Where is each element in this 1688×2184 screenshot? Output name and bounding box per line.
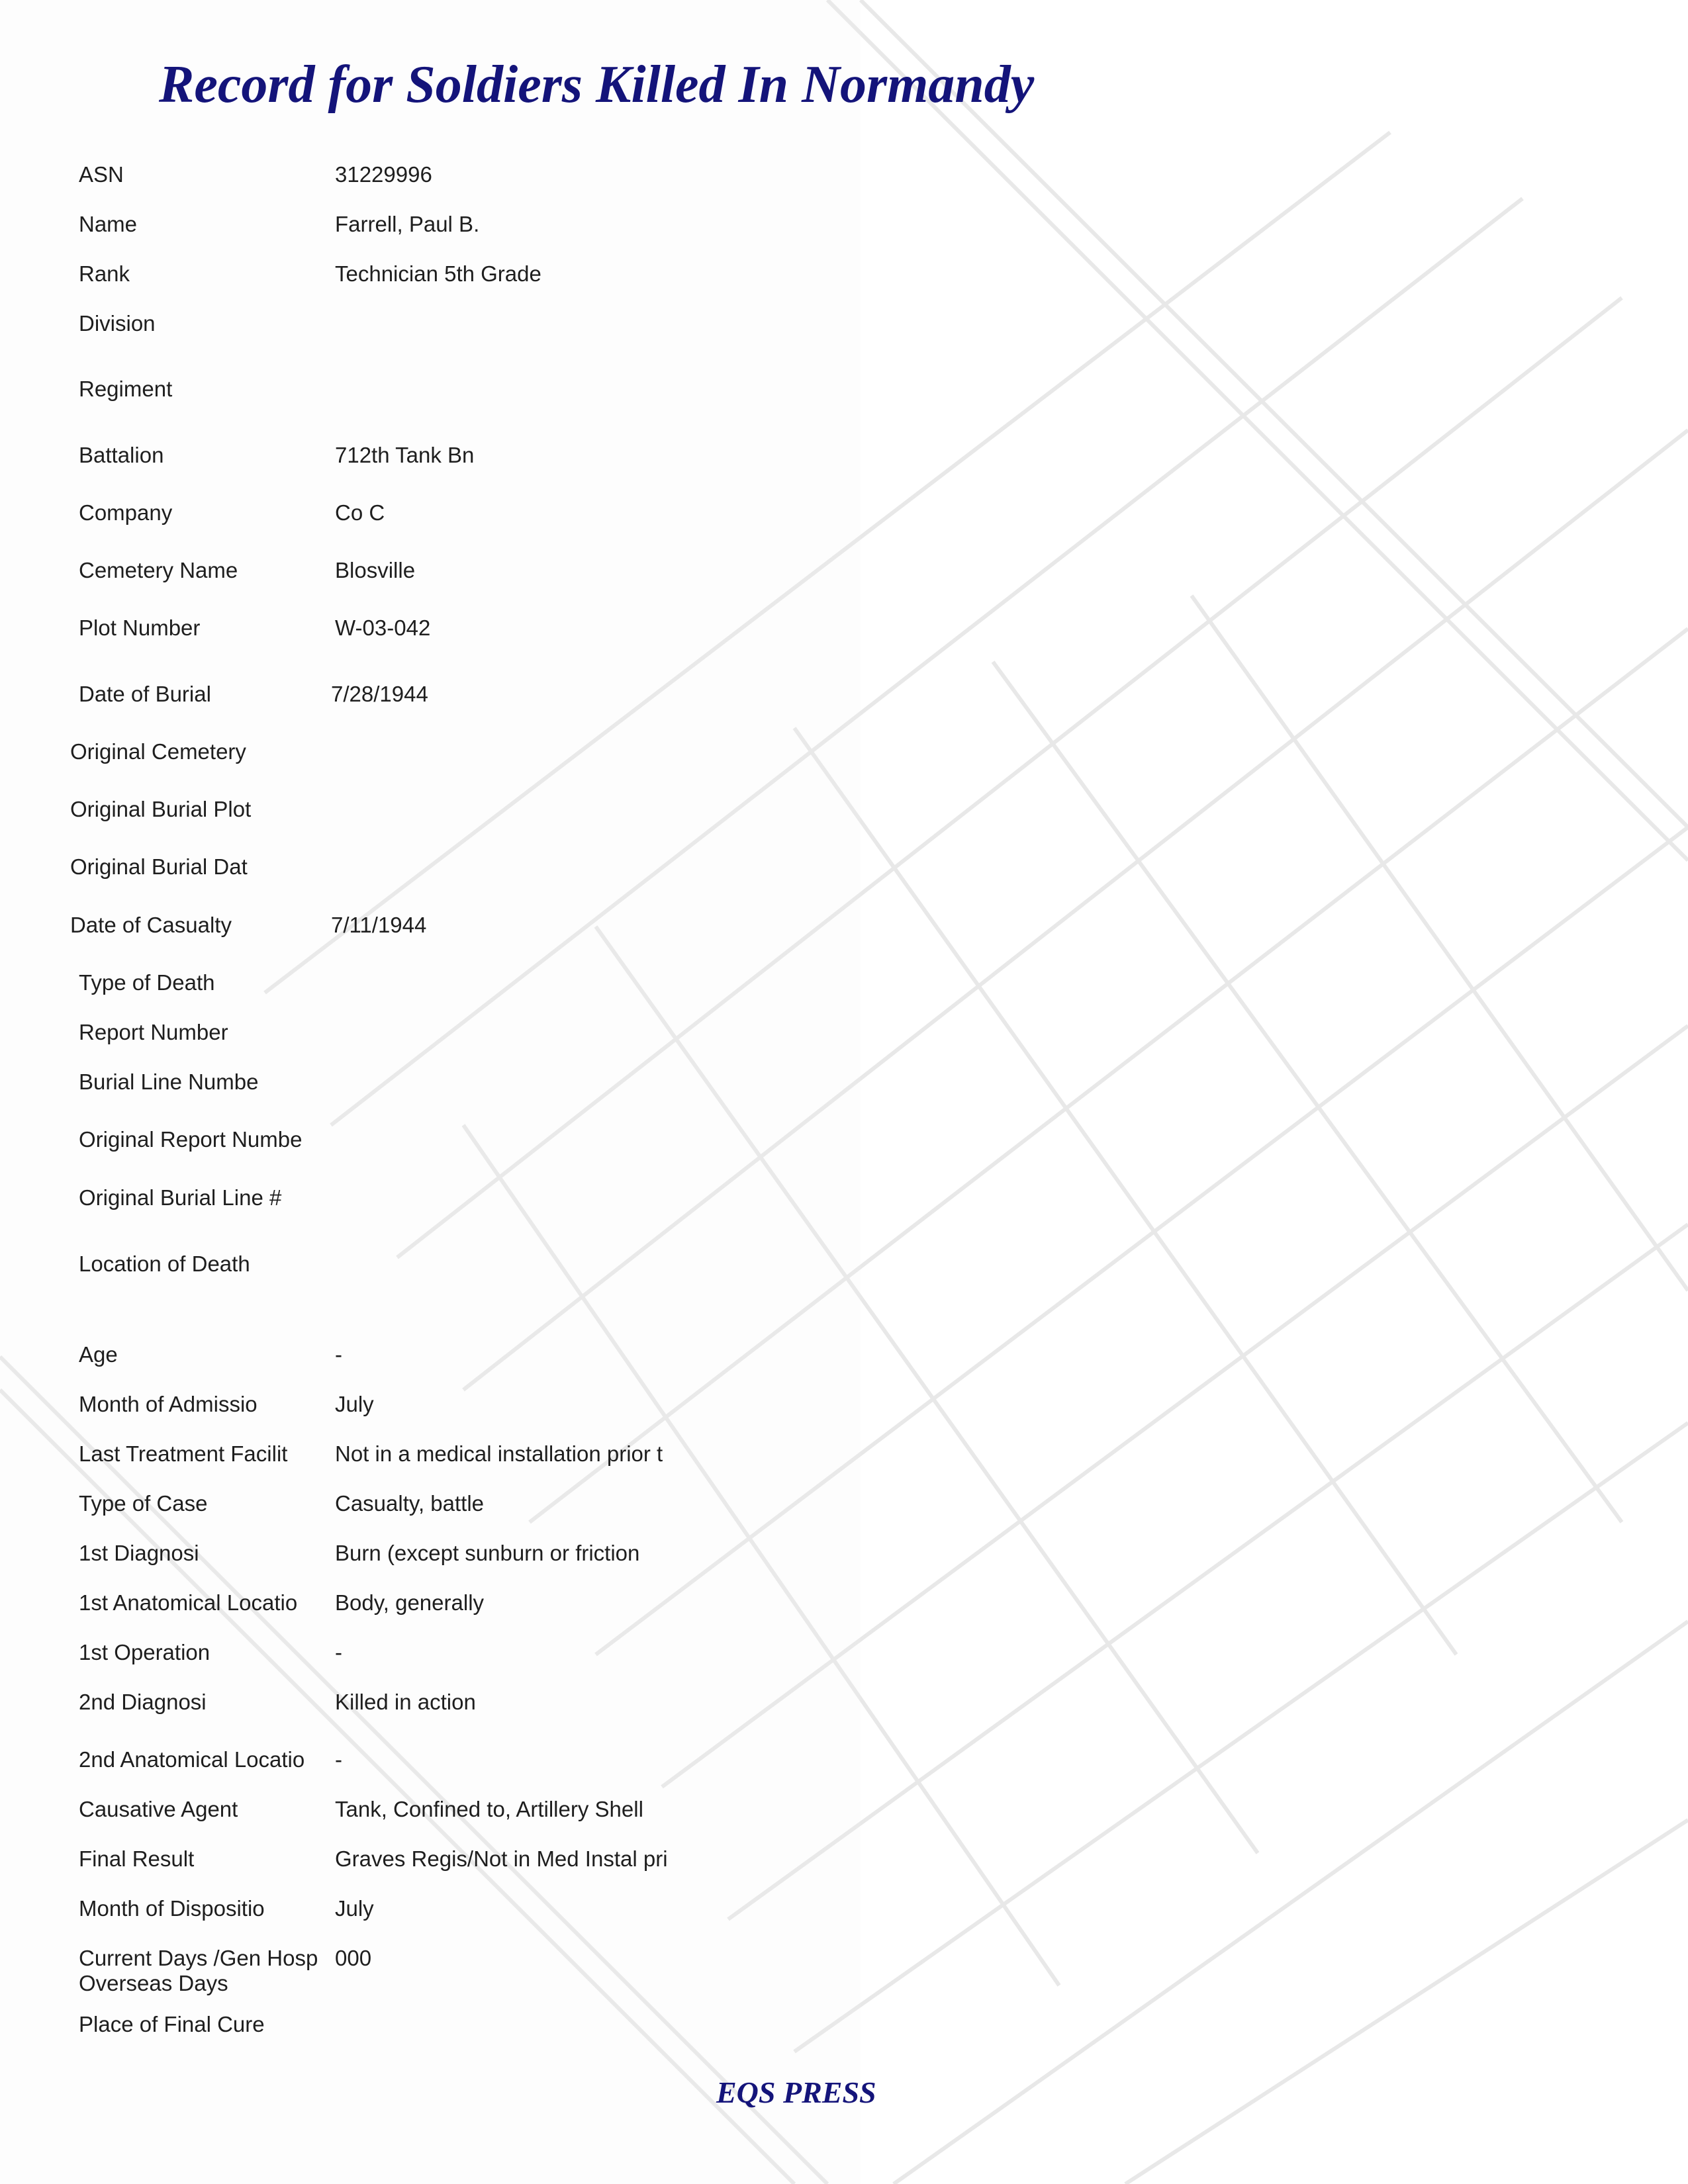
- field-label: Company: [79, 500, 173, 525]
- field-label: ASN: [79, 162, 124, 187]
- field-value: 000: [335, 1946, 372, 1970]
- field-value: -: [335, 1747, 342, 1772]
- field-label: Last Treatment Facilit: [79, 1441, 288, 1466]
- field-value: July: [335, 1896, 374, 1921]
- field-value: July: [335, 1392, 374, 1416]
- page-title: Record for Soldiers Killed In Normandy: [159, 56, 1035, 114]
- field-value: Not in a medical installation prior t: [335, 1441, 663, 1466]
- field-label: 2nd Diagnosi: [79, 1690, 207, 1714]
- field-value: -: [335, 1640, 342, 1664]
- publisher-footer: EQS PRESS: [716, 2075, 876, 2109]
- field-label: Plot Number: [79, 615, 201, 640]
- field-label: Original Burial Line #: [79, 1185, 282, 1210]
- field-value: Graves Regis/Not in Med Instal pri: [335, 1846, 668, 1871]
- field-value: Burn (except sunburn or friction: [335, 1541, 640, 1565]
- field-value: Farrell, Paul B.: [335, 212, 480, 236]
- field-label: Report Number: [79, 1020, 228, 1044]
- field-label: 1st Diagnosi: [79, 1541, 199, 1565]
- field-value: Killed in action: [335, 1690, 476, 1714]
- field-label: Burial Line Numbe: [79, 1069, 259, 1094]
- field-value: -: [335, 1342, 342, 1367]
- field-label: Month of Dispositio: [79, 1896, 265, 1921]
- field-label: Type of Death: [79, 970, 215, 995]
- field-value: Blosville: [335, 558, 416, 582]
- field-label: Overseas Days: [79, 1971, 228, 1995]
- field-label: Current Days /Gen Hosp: [79, 1946, 318, 1970]
- field-label: Original Cemetery: [70, 739, 246, 764]
- field-label: Original Report Numbe: [79, 1127, 303, 1152]
- field-value: Tank, Confined to, Artillery Shell: [335, 1797, 643, 1821]
- field-label: Date of Burial: [79, 682, 211, 706]
- field-value: 31229996: [335, 162, 432, 187]
- field-label: Causative Agent: [79, 1797, 238, 1821]
- field-label: Division: [79, 311, 156, 336]
- field-value: Technician 5th Grade: [335, 261, 541, 286]
- field-label: Age: [79, 1342, 118, 1367]
- field-label: 1st Operation: [79, 1640, 211, 1664]
- field-label: Month of Admissio: [79, 1392, 258, 1416]
- field-label: Location of Death: [79, 1251, 250, 1276]
- field-value: Co C: [335, 500, 385, 525]
- field-label: Final Result: [79, 1846, 195, 1871]
- field-value: Casualty, battle: [335, 1491, 485, 1516]
- field-label: 2nd Anatomical Locatio: [79, 1747, 305, 1772]
- field-label: Rank: [79, 261, 130, 286]
- field-value: Body, generally: [335, 1590, 485, 1615]
- field-value: W-03-042: [335, 615, 431, 640]
- field-label: Name: [79, 212, 138, 236]
- field-value: 7/11/1944: [331, 913, 427, 937]
- field-value: 7/28/1944: [331, 682, 428, 706]
- field-label: Regiment: [79, 377, 173, 401]
- field-label: Original Burial Plot: [70, 797, 252, 821]
- field-value: 712th Tank Bn: [335, 443, 475, 467]
- field-label: 1st Anatomical Locatio: [79, 1590, 298, 1615]
- field-label: Battalion: [79, 443, 164, 467]
- field-label: Type of Case: [79, 1491, 208, 1516]
- field-label: Cemetery Name: [79, 558, 238, 582]
- field-label: Place of Final Cure: [79, 2012, 265, 2036]
- field-label: Original Burial Dat: [70, 854, 248, 879]
- field-label: Date of Casualty: [70, 913, 232, 937]
